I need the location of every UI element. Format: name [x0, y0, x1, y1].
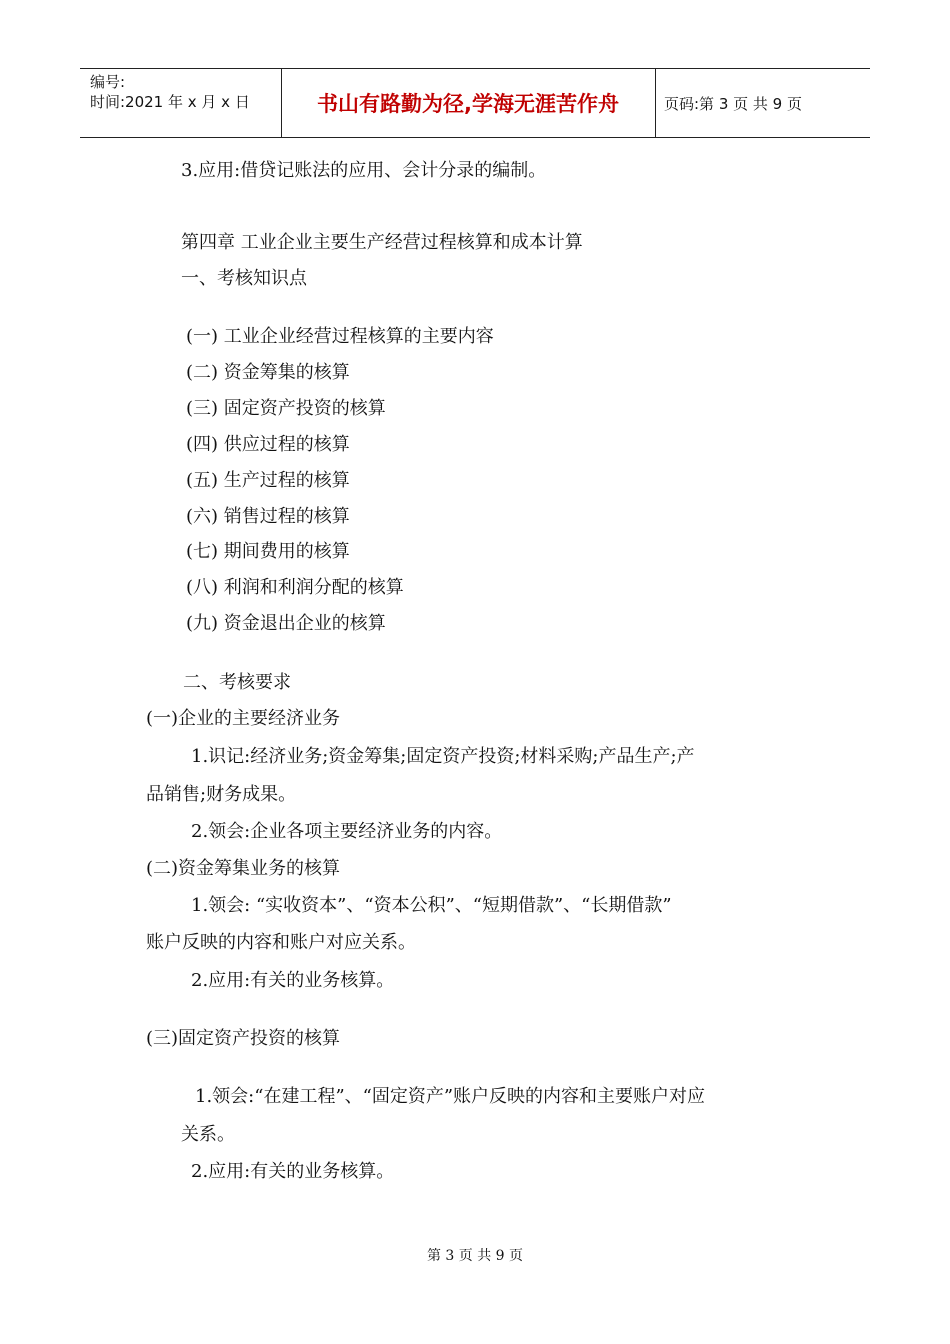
list-item: (二) 资金筹集的核算	[186, 362, 350, 383]
document-header	[80, 68, 870, 138]
header-divider-right	[655, 69, 656, 137]
header-meta-cell	[80, 69, 280, 137]
header-page-info: 页码:第 3 页 共 9 页	[664, 94, 802, 113]
paragraph-line: 2.应用:有关的业务核算。	[191, 970, 395, 991]
paragraph-line: 账户反映的内容和账户对应关系。	[146, 932, 416, 953]
paragraph-line: 1.领会: “实收资本”、“资本公积”、“短期借款”、“长期借款”	[191, 895, 672, 916]
paragraph-line: 1.识记:经济业务;资金筹集;固定资产投资;材料采购;产品生产;产	[191, 746, 695, 767]
list-item: (三) 固定资产投资的核算	[186, 398, 386, 419]
section-heading: 二、考核要求	[183, 672, 291, 693]
paragraph-line: 2.领会:企业各项主要经济业务的内容。	[191, 821, 503, 842]
list-item: (七) 期间费用的核算	[186, 541, 350, 562]
header-time-label: 时间:2021 年 x 月 x 日	[90, 93, 250, 111]
list-item: (六) 销售过程的核算	[186, 506, 350, 527]
header-number-label: 编号:	[90, 73, 126, 91]
list-item: (四) 供应过程的核算	[186, 434, 350, 455]
paragraph-line: 关系。	[181, 1124, 235, 1145]
section-heading: 一、考核知识点	[181, 268, 307, 289]
paragraph-line: 3.应用:借贷记账法的应用、会计分录的编制。	[181, 160, 547, 181]
header-motto: 书山有路勤为径,学海无涯苦作舟	[317, 92, 619, 116]
paragraph-line: 1.领会:“在建工程”、“固定资产”账户反映的内容和主要账户对应	[195, 1086, 706, 1107]
list-item: (八) 利润和利润分配的核算	[186, 577, 404, 598]
subsection-heading: (一)企业的主要经济业务	[146, 708, 341, 729]
list-item: (五) 生产过程的核算	[186, 470, 350, 491]
chapter-title: 第四章 工业企业主要生产经营过程核算和成本计算	[181, 232, 583, 253]
subsection-heading: (三)固定资产投资的核算	[146, 1028, 341, 1049]
paragraph-line: 2.应用:有关的业务核算。	[191, 1161, 395, 1182]
list-item: (一) 工业企业经营过程核算的主要内容	[186, 326, 494, 347]
list-item: (九) 资金退出企业的核算	[186, 613, 386, 634]
page-footer: 第 3 页 共 9 页	[426, 1248, 524, 1264]
paragraph-line: 品销售;财务成果。	[146, 784, 297, 805]
subsection-heading: (二)资金筹集业务的核算	[146, 858, 341, 879]
